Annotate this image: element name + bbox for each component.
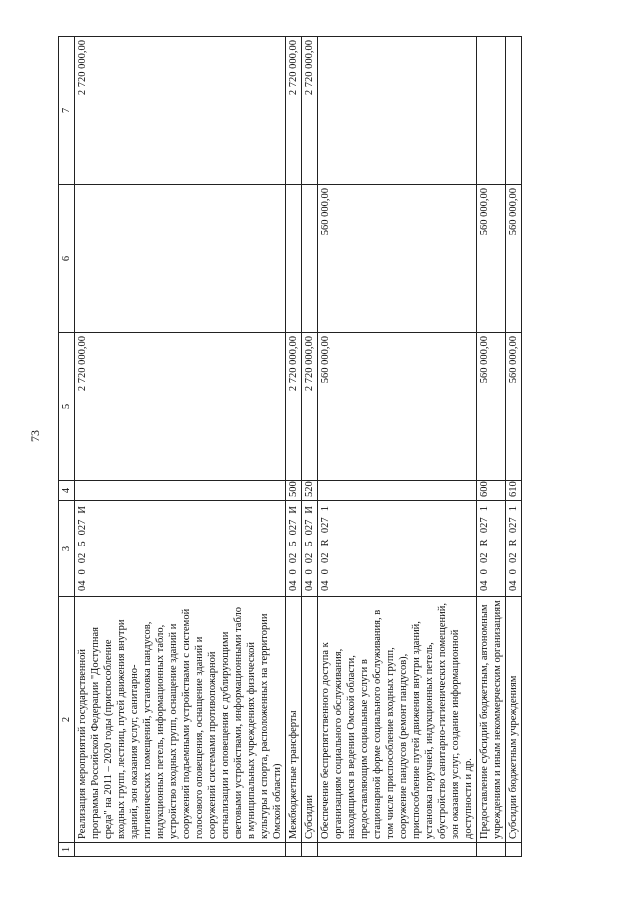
amount-col7-cell xyxy=(477,37,506,185)
code-part: 04 xyxy=(479,580,490,591)
budget-code-cell xyxy=(75,501,286,597)
code-part: 02 xyxy=(508,552,519,563)
amount-col6-cell xyxy=(75,185,286,333)
column-header: 3 xyxy=(59,501,75,597)
row-name-cell: Обеспечение беспрепятственного доступа к организациям социального обслуживания, находящимся в ведении Омской области, предоставляющим социальные услуги в стационарной форме социального обслуживания, в том числе приспособление входных групп, сооружение пандусов (ремонт пандусов), приспособление путей движения внутри зданий, установка поручней, индукционных петель, обустройство санитарно-гигиенических помещений, зон оказания услуг, создание информационной доступности и др. xyxy=(318,597,477,843)
amount-col7-cell: 2 720 000,00 xyxy=(302,37,318,185)
row-name-cell: Межбюджетные трансферты xyxy=(286,597,302,843)
budget-code-cell xyxy=(477,501,506,597)
code-part: 02 xyxy=(320,552,331,563)
expense-type-cell: 500 xyxy=(286,481,302,501)
code-part: 02 xyxy=(304,552,315,564)
expense-type-cell: 520 xyxy=(302,481,318,501)
amount-col6-cell: 560 000,00 xyxy=(477,185,506,333)
amount-col5-cell: 2 720 000,00 xyxy=(286,333,302,481)
column-header: 5 xyxy=(59,333,75,481)
row-number-cell xyxy=(477,843,506,857)
expense-type-cell: 610 xyxy=(506,481,522,501)
amount-col5-cell: 2 720 000,00 xyxy=(75,333,286,481)
table-row xyxy=(302,37,318,857)
expense-type-cell xyxy=(318,481,477,501)
row-number-cell xyxy=(75,843,286,857)
row-number-cell xyxy=(318,843,477,857)
code-part: 02 xyxy=(288,552,299,564)
row-name-cell: Реализация мероприятий государственной программы Российской Федерации "Доступная среда" на 2011 – 2020 годы (приспособление входных групп, лестниц, путей движения внутри зданий, зон оказания услуг, санитарно-гигиенических помещений, установка пандусов, индукционных петель, информационных табло, устройство входных групп, оснащение зданий и сооружений подъемными устройствами с системой голосового оповещения, оснащение зданий и сооружений системами противопожарной сигнализации и оповещения с дублирующими световыми устройствами, информационными табло в муниципальных учреждениях физической культуры и спорта, расположенных на территории Омской области) xyxy=(75,597,286,843)
code-part: 0 xyxy=(320,569,331,575)
budget-code-cell xyxy=(302,501,318,597)
expense-type-cell xyxy=(75,481,286,501)
code-part: 04 xyxy=(320,580,331,591)
code-part: 0 xyxy=(304,569,315,575)
code-part: И xyxy=(304,506,315,514)
amount-col7-cell xyxy=(318,37,477,185)
code-part: 0 xyxy=(508,569,519,575)
row-name-cell: Предоставление субсидий бюджетным, автономным учреждениям и иным некоммерческим организациям xyxy=(477,597,506,843)
row-name-cell: Субсидии xyxy=(302,597,318,843)
budget-table xyxy=(58,36,522,857)
budget-table-container xyxy=(58,37,578,857)
code-part: 027 xyxy=(288,519,299,536)
code-part: 04 xyxy=(304,580,315,591)
column-number-row xyxy=(59,37,75,857)
code-part: 0 xyxy=(288,569,299,575)
code-part: 1 xyxy=(508,506,519,512)
code-part: 027 xyxy=(320,517,331,534)
amount-col5-cell: 560 000,00 xyxy=(318,333,477,481)
code-part: 027 xyxy=(508,517,519,534)
amount-col6-cell: 560 000,00 xyxy=(506,185,522,333)
table-row xyxy=(75,37,286,857)
budget-code-cell xyxy=(286,501,302,597)
amount-col5-cell: 2 720 000,00 xyxy=(302,333,318,481)
amount-col5-cell: 560 000,00 xyxy=(506,333,522,481)
code-part: 1 xyxy=(320,506,331,512)
amount-col7-cell: 2 720 000,00 xyxy=(286,37,302,185)
code-part: 1 xyxy=(479,506,490,512)
code-part: 04 xyxy=(288,580,299,591)
column-header: 2 xyxy=(59,597,75,843)
code-part: 027 xyxy=(77,519,88,536)
code-part: R xyxy=(320,539,331,547)
code-part: И xyxy=(288,506,299,514)
amount-col6-cell xyxy=(302,185,318,333)
budget-code-cell xyxy=(318,501,477,597)
code-part: 04 xyxy=(508,580,519,591)
column-header: 1 xyxy=(59,843,75,857)
code-part: 0 xyxy=(479,569,490,575)
code-part: 02 xyxy=(77,552,88,564)
row-number-cell xyxy=(506,843,522,857)
code-part: И xyxy=(77,506,88,514)
table-row xyxy=(318,37,477,857)
code-part: R xyxy=(508,539,519,547)
budget-code-cell xyxy=(506,501,522,597)
row-name-cell: Субсидии бюджетным учреждениям xyxy=(506,597,522,843)
expense-type-cell: 600 xyxy=(477,481,506,501)
code-part: 5 xyxy=(304,541,315,547)
table-row xyxy=(286,37,302,857)
code-part: 5 xyxy=(77,541,88,547)
code-part: 04 xyxy=(77,580,88,591)
row-number-cell xyxy=(302,843,318,857)
column-header: 6 xyxy=(59,185,75,333)
code-part: 02 xyxy=(479,552,490,563)
code-part: 027 xyxy=(479,517,490,534)
column-header: 7 xyxy=(59,37,75,185)
code-part: 5 xyxy=(288,541,299,547)
amount-col6-cell xyxy=(286,185,302,333)
amount-col7-cell: 2 720 000,00 xyxy=(75,37,286,185)
code-part: 0 xyxy=(77,569,88,575)
row-number-cell xyxy=(286,843,302,857)
table-row xyxy=(477,37,506,857)
amount-col6-cell: 560 000,00 xyxy=(318,185,477,333)
amount-col7-cell xyxy=(506,37,522,185)
code-part: R xyxy=(479,539,490,547)
amount-col5-cell: 560 000,00 xyxy=(477,333,506,481)
table-row xyxy=(506,37,522,857)
column-header: 4 xyxy=(59,481,75,501)
code-part: 027 xyxy=(304,519,315,536)
page-number: 73 xyxy=(28,430,42,442)
